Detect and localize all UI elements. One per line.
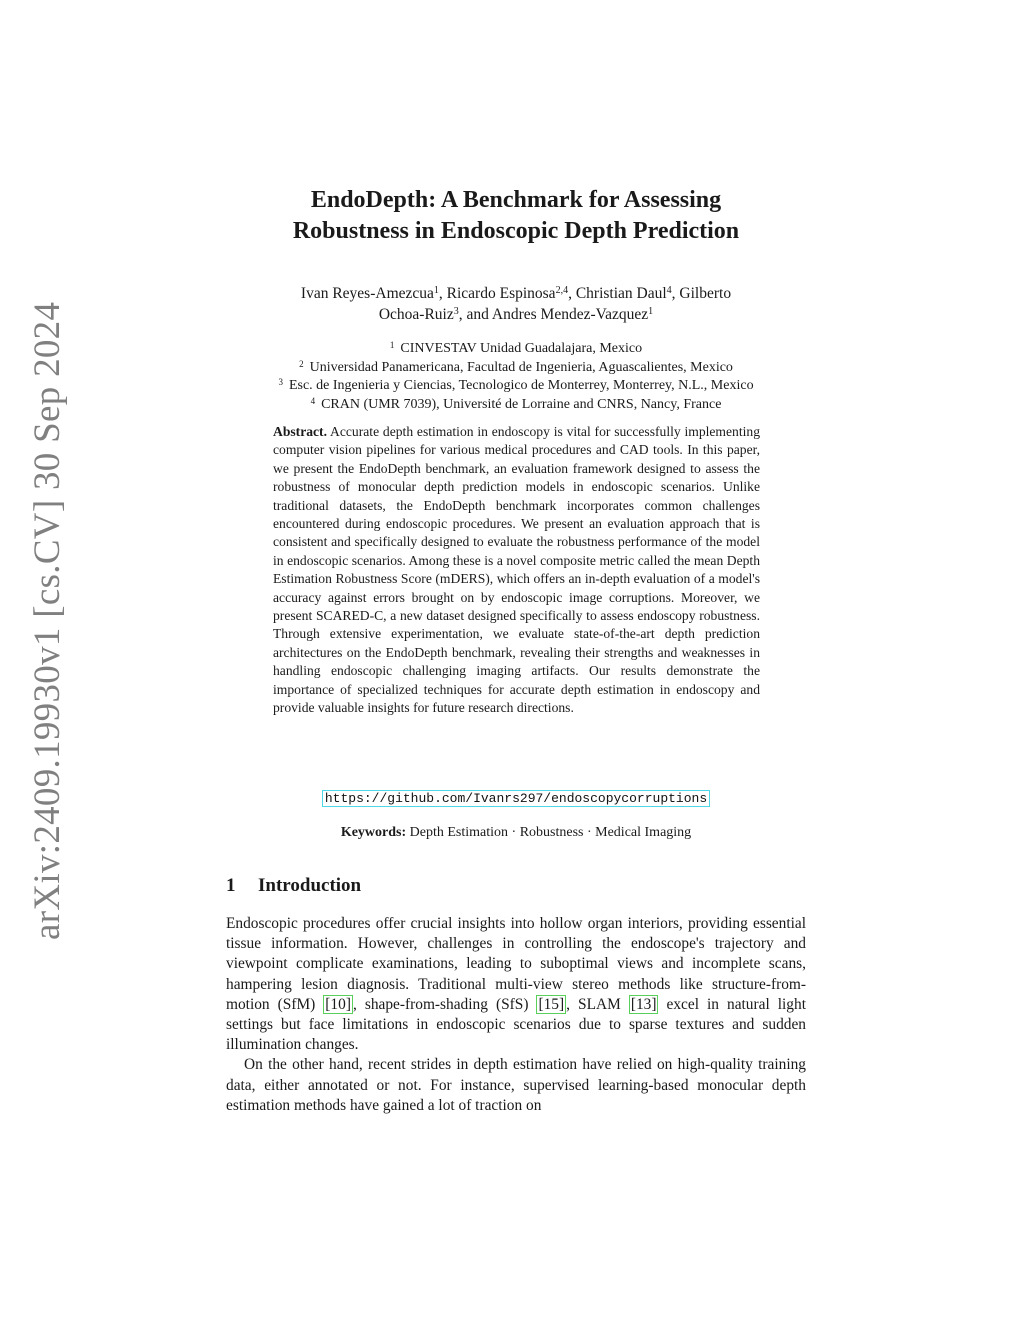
author-name: , Christian Daul: [568, 285, 667, 302]
affiliation-item: [226, 396, 806, 415]
affiliation-number: 1: [389, 340, 395, 350]
section-number: 1: [226, 875, 236, 896]
author-line-1: [226, 283, 806, 304]
author-name: , Ricardo Espinosa: [438, 285, 556, 302]
author-affiliation-mark: 1: [433, 285, 439, 296]
author-name: Ivan Reyes-Amezcua: [300, 285, 434, 302]
affiliation-number: 4: [310, 395, 316, 406]
keywords: [226, 824, 806, 842]
keywords-label: Keywords:: [340, 825, 407, 840]
title-line-1: EndoDepth: A Benchmark for Assessing: [310, 187, 722, 213]
affiliation-number: 2: [299, 358, 304, 369]
citation-link[interactable]: [15]: [538, 995, 565, 1013]
affiliation-text: CRAN (UMR 7039), Université de Lorraine and CNRS, Nancy, France: [321, 396, 722, 412]
citation-link[interactable]: [13]: [630, 995, 657, 1013]
paragraph: On the other hand, recent strides in depth estimation have relied on high-quality training data, either annotated or not. For instance, supervised learning-based monocular depth estimation methods have gained a lot of traction on: [226, 1056, 806, 1114]
author-affiliation-mark: 2,4: [555, 285, 569, 296]
author-affiliation-mark: 4: [666, 285, 672, 296]
affiliation-item: [226, 359, 806, 378]
paper-title: [226, 185, 806, 247]
keywords-text: Depth Estimation · Robustness · Medical Imaging: [409, 825, 692, 840]
title-line-2: Robustness in Endoscopic Depth Prediction: [292, 218, 740, 244]
abstract-body: Accurate depth estimation in endoscopy is vital for successfully implementing computer vision pipelines for various medical procedures and CAD tools. In this paper, we present the EndoDepth benchmark, an evaluation framework designed to assess the robustness of monocular depth prediction models in endoscopic scenarios. Unlike traditional datasets, the EndoDepth benchmark incorporates common challenges encountered during endoscopic procedures. We present an evaluation approach that is consistent and specifically designed to evaluate the robustness performance of the model in endoscopic scenarios. Among these is a novel composite metric called the mean Depth Estimation Robustness Score (mDERS), which offers an in-depth evaluation of a model's accuracy against errors brought on by endoscopic image corruptions. Moreover, we present SCARED-C, a new dataset designed specifically to assess endoscopy robustness. Through extensive experimentation, we evaluate state-of-the-art depth prediction architectures on the EndoDepth benchmark, revealing their strengths and weaknesses in handling endoscopic challenging imaging artifacts. Our results demonstrate the importance of specialized techniques for accurate depth estimation in endoscopy and provide valuable insights for future research directions.: [273, 424, 760, 716]
paragraph-text: Endoscopic procedures offer crucial insights into hollow organ interiors, providing essential tissue information. However, challenges in controlling the endoscope's trajectory and viewpoint complicate examinations, leading to suboptimal views and incomplete scans, hampering lesion diagnosis. Traditional multi-view stereo methods like structure-from-motion (SfM): [226, 915, 806, 1013]
author-list: [226, 283, 806, 325]
affiliation-text: Esc. de Ingenieria y Ciencias, Tecnologico de Monterrey, Monterrey, N.L., Mexico: [288, 378, 754, 393]
author-name: Ochoa-Ruiz: [378, 306, 454, 323]
github-link-container: [226, 789, 806, 808]
affiliation-item: [226, 377, 806, 396]
abstract: [273, 423, 760, 718]
introduction-body: [226, 914, 806, 1116]
citation-link[interactable]: [10]: [325, 995, 351, 1013]
section-title: Introduction: [258, 875, 362, 896]
author-name: , and Andres Mendez-Vazquez: [458, 306, 649, 323]
author-affiliation-mark: 1: [648, 306, 654, 317]
affiliation-number: 3: [278, 377, 283, 387]
affiliation-list: [226, 340, 806, 414]
author-line-2: [226, 304, 806, 325]
paragraph-text: excel in natural light settings but face limitations in endoscopic scenarios due to sparse textures and sudden illumination changes.: [226, 995, 806, 1054]
author-affiliation-mark: 3: [453, 306, 459, 317]
author-name: , Gilberto: [671, 285, 732, 302]
paragraph-text: , SLAM: [566, 995, 629, 1013]
abstract-label: Abstract.: [273, 424, 327, 439]
arxiv-identifier: arXiv:2409.19930v1 [cs.CV] 30 Sep 2024: [27, 301, 68, 940]
affiliation-text: CINVESTAV Unidad Guadalajara, Mexico: [400, 341, 643, 356]
affiliation-text: Universidad Panamericana, Facultad de Ingenieria, Aguascalientes, Mexico: [309, 359, 733, 375]
paragraph: [226, 914, 806, 1055]
paragraph-text: , shape-from-shading (SfS): [352, 995, 537, 1013]
section-heading-introduction: [226, 874, 361, 898]
github-link[interactable]: https://github.com/Ivanrs297/endoscopycorruptions: [322, 790, 710, 807]
affiliation-item: [226, 340, 806, 359]
